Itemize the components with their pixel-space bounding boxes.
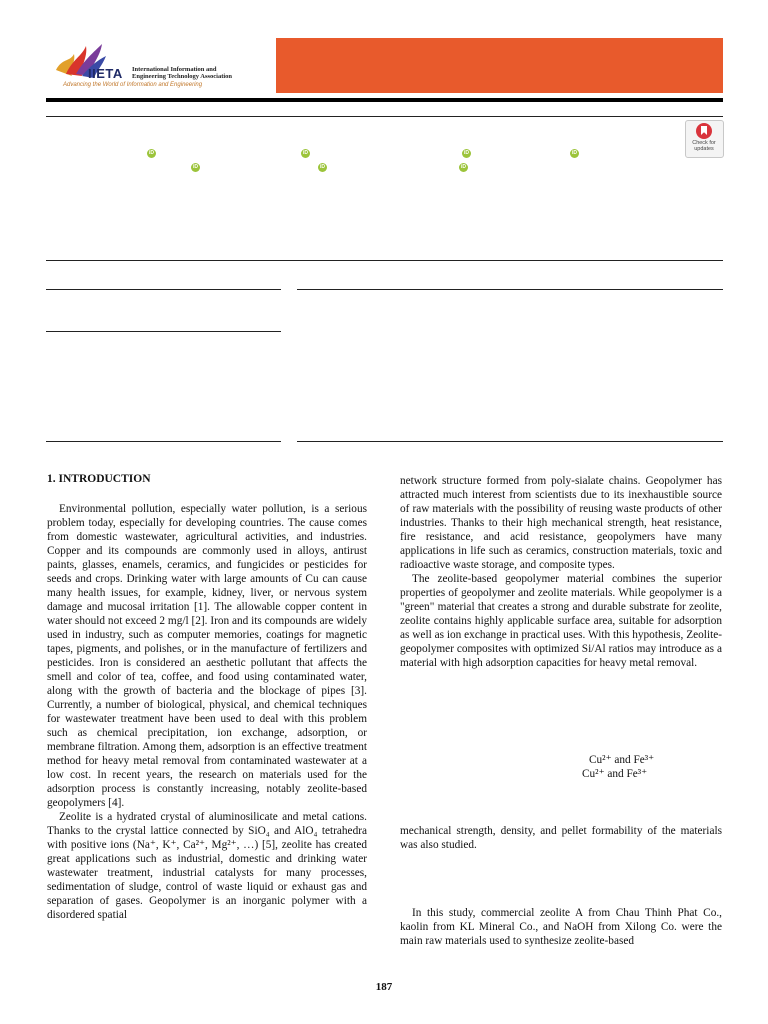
orcid-icon[interactable]: iD: [303, 150, 308, 156]
title-rule: [46, 116, 723, 117]
abstract-top-rule: [46, 260, 723, 261]
paragraph: Environmental pollution, especially water pollution, is a serious problem today, especially for developing countries. The cause comes from domestic wastewater, agricultural activities, and industries. Copper and its compounds are commonly used in alloys, antirust paints, glasses, enamels, ceramics, and fungicides or pesticides for seeds and crops. Drinking water with large amounts of Cu can cause many health issues, for example, kidney, liver, or nervous system damage and mucosal irritation [1]. The allowable copper content in water should not exceed 2 mg/l [2]. Iron and its compounds are widely used in industry, such as computer memories, coatings for magnetic tapes, pigments, and polishes, or in the manufacture of fertilizers and pesticides. Iron is considered an aesthetic pollutant that affects the smell and color of tea, coffee, and food using contaminated water, along with the growth of bacteria and the blockage of pipes [3]. Currently, a number of biological, physical, and chemical techniques for wastewater treatment have been used to deal with this problem such as chemical precipitation, ion exchange, adsorption, or membrane filtration. Among them, adsorption is an effective treatment method for heavy metal removal from contaminated wastewater at a low cost. In recent years, the research on materials used for the adsorption process is constantly increasing, notably zeolite-based geopolymers [4].: [47, 503, 367, 809]
orcid-icon[interactable]: iD: [572, 150, 577, 156]
logo-org-name: International Information and Engineering Technology Association: [132, 66, 233, 80]
orcid-icon[interactable]: iD: [461, 164, 466, 170]
right-column-continued: [400, 824, 722, 852]
abstract-bottom-rule: [297, 441, 723, 442]
keywords-rule: [46, 331, 281, 332]
paragraph: network structure formed from poly-sialate chains. Geopolymer has attracted much interest from scientists due to its inexhaustible source of raw materials with the possibility of reusing waste products of other industries. Thanks to their high mechanical strength, heat resistance, fire resistance, and acid resistance, geopolymers have many applications in life such as ceramics, construction materials, toxic and radioactive waste storage, and composite types.: [400, 475, 722, 571]
check-updates-label: Check for updates: [692, 140, 716, 152]
logo-tagline: Advancing the World of Information and Engineering: [63, 82, 203, 88]
orcid-icon[interactable]: iD: [320, 164, 325, 170]
ion-label: Cu²⁺ and Fe³⁺: [582, 768, 648, 780]
header-rule: [46, 98, 723, 102]
paragraph: The zeolite-based geopolymer material combines the superior properties of geopolymer and zeolite materials. While geopolymer is a "green" material that creates a strong and durable substrate for zeolite, zeolite contains highly applicable surface area, suitable for adsorption as well as ion exchange in practical uses. With this hypothesis, Zeolite-geopolymer composites with optimized Si/Al ratios may introduce as a material with high adsorption capacities for heavy metal removal.: [400, 573, 722, 669]
paragraph: Zeolite is a hydrated crystal of aluminosilicate and metal cations. Thanks to the crystal lattice connected by SiO₄ and AlO₄ tetrahedra with positive ions (Na⁺, K⁺, Ca²⁺, Mg²⁺, …) [5], zeolite has created great applications such as industrial, domestic and drinking water wastewater treatment, industrial catalysts for many processes, sedimentation of sludge, control of waste liquid or exhaust gas and separation of gases. Geopolymer is an inorganic polymer with a disordered spatial: [47, 811, 367, 921]
article-info-bottom-rule: [46, 441, 281, 442]
right-column: [400, 474, 722, 670]
page-number: 187: [375, 981, 393, 993]
right-column-methods: [400, 906, 722, 948]
journal-banner: [276, 38, 723, 93]
logo-mark: IIETA: [88, 66, 123, 81]
check-updates-icon: [696, 123, 712, 139]
paragraph: In this study, commercial zeolite A from Chau Thinh Phat Co., kaolin from KL Mineral Co., and NaOH from Xilong Co. were the main raw materials used to synthesize zeolite-based: [400, 907, 722, 947]
ion-label: Cu²⁺ and Fe³⁺: [589, 754, 655, 766]
orcid-icon[interactable]: iD: [193, 164, 198, 170]
section-heading: 1. INTRODUCTION: [47, 473, 151, 485]
abstract-rule: [297, 289, 723, 290]
article-info-rule: [46, 289, 281, 290]
left-column: [47, 502, 367, 922]
orcid-icon[interactable]: iD: [464, 150, 469, 156]
orcid-icon[interactable]: iD: [149, 150, 154, 156]
paragraph: mechanical strength, density, and pellet formability of the materials was also studied.: [400, 825, 722, 851]
